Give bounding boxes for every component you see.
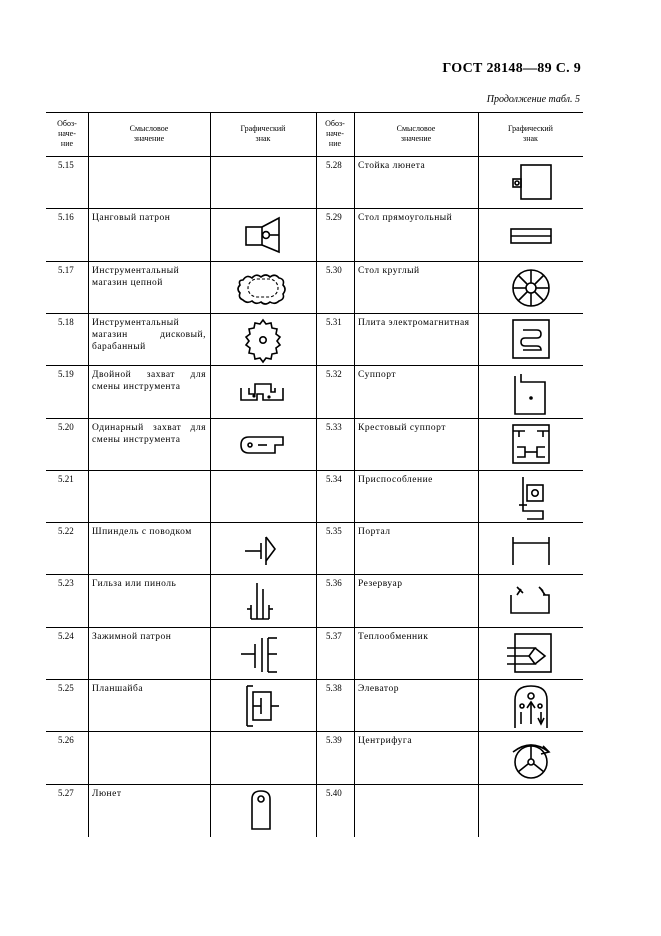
row-meaning: Крестовый суппорт [358, 422, 446, 433]
row-meaning: Теплообменник [358, 631, 429, 642]
row-number: 5.19 [58, 369, 74, 380]
collet-chuck-icon [233, 213, 293, 257]
row-number: 5.37 [326, 630, 342, 641]
symbols-table [46, 112, 583, 837]
double-gripper-icon [233, 370, 293, 414]
column-divider [88, 112, 89, 837]
row-divider [46, 470, 583, 471]
row-number: 5.17 [58, 264, 74, 275]
reservoir-icon [501, 579, 561, 623]
row-number: 5.34 [326, 473, 342, 484]
row-number: 5.20 [58, 421, 74, 432]
row-meaning: Цанговый патрон [92, 213, 171, 224]
header-sign-left: Графический знак [240, 124, 286, 143]
row-meaning: Стол прямоугольный [358, 213, 453, 224]
row-number: 5.30 [326, 264, 342, 275]
steady-rest-stand-icon [501, 161, 561, 205]
row-number: 5.36 [326, 578, 342, 589]
row-number: 5.15 [58, 160, 74, 170]
row-divider [46, 627, 583, 628]
row-number: 5.22 [58, 526, 74, 537]
row-number: 5.29 [326, 212, 342, 223]
row-meaning: Центрифуга [358, 736, 413, 747]
row-divider [46, 156, 583, 157]
row-number: 5.35 [326, 526, 342, 537]
document-header: ГОСТ 28148—89 С. 9 [442, 61, 581, 76]
row-number: 5.18 [58, 316, 74, 327]
disk-tool-magazine-icon [233, 318, 293, 362]
row-divider [46, 365, 583, 366]
row-divider [46, 731, 583, 732]
single-gripper-icon [233, 423, 293, 467]
row-meaning: Стойка люнета [358, 161, 426, 171]
row-number: 5.31 [326, 316, 342, 327]
row-meaning: Двойной захват для смены инструмента [92, 370, 206, 393]
row-number: 5.32 [326, 369, 342, 380]
row-number: 5.39 [326, 735, 342, 746]
row-number: 5.38 [326, 683, 342, 693]
cross-slide-icon [501, 423, 561, 467]
row-number: 5.26 [58, 735, 74, 746]
chain-tool-magazine-icon [233, 266, 293, 310]
portal-icon [501, 527, 561, 571]
heat-exchanger-icon [501, 632, 561, 676]
electromagnetic-plate-icon [501, 318, 561, 362]
row-meaning: Элеватор [358, 684, 399, 694]
column-divider [210, 112, 211, 837]
row-number: 5.40 [326, 787, 342, 798]
row-divider [46, 208, 583, 209]
row-number: 5.21 [58, 473, 74, 484]
header-meaning-left: Смысловое значение [129, 124, 169, 143]
row-meaning: Инструментальный магазин дисковый, барабанный [92, 317, 206, 352]
sleeve-quill-icon [233, 579, 293, 623]
row-meaning: Зажимной патрон [92, 631, 172, 642]
header-sign-right: Графический знак [508, 124, 553, 143]
row-meaning: Приспособление [358, 474, 433, 485]
elevator-icon [501, 684, 561, 728]
row-divider [46, 522, 583, 523]
table-continuation-label: Продолжение табл. 5 [486, 94, 580, 105]
table-top-border [46, 112, 583, 113]
column-divider [354, 112, 355, 837]
faceplate-icon [233, 684, 293, 728]
header-designation-left: Обоз- наче- ние [57, 119, 77, 148]
row-divider [46, 261, 583, 262]
row-meaning: Плита электромагнитная [358, 317, 470, 328]
carriage-icon [501, 370, 561, 414]
row-divider [46, 679, 583, 680]
row-number: 5.33 [326, 421, 342, 432]
clamping-chuck-icon [233, 632, 293, 676]
row-number: 5.24 [58, 630, 74, 641]
spindle-driver-icon [233, 527, 293, 571]
row-meaning: Инструментальный магазин цепной [92, 265, 180, 288]
header-meaning-right: Смысловое значение [396, 124, 436, 143]
row-number: 5.16 [58, 212, 74, 223]
row-divider [46, 574, 583, 575]
row-meaning: Портал [358, 527, 391, 538]
row-meaning: Суппорт [358, 370, 397, 381]
centrifuge-icon [501, 736, 561, 780]
column-divider [316, 112, 317, 837]
row-meaning: Планшайба [92, 684, 144, 694]
row-meaning: Люнет [92, 788, 122, 799]
row-divider [46, 313, 583, 314]
row-divider [46, 784, 583, 785]
row-meaning: Гильза или пиноль [92, 579, 177, 590]
row-number: 5.28 [326, 160, 342, 170]
rectangular-table-icon [501, 213, 561, 257]
row-meaning: Шпиндель с поводком [92, 527, 192, 538]
row-number: 5.25 [58, 683, 74, 693]
row-meaning: Стол круглый [358, 265, 420, 276]
row-meaning: Резервуар [358, 579, 403, 590]
row-divider [46, 418, 583, 419]
row-meaning: Одинарный захват для смены инструмента [92, 422, 206, 445]
header-designation-right: Обоз- наче- ние [325, 119, 345, 148]
row-number: 5.27 [58, 787, 74, 798]
column-divider [478, 112, 479, 837]
steady-rest-icon [233, 789, 293, 833]
round-table-icon [501, 266, 561, 310]
row-number: 5.23 [58, 578, 74, 589]
fixture-icon [501, 475, 561, 519]
